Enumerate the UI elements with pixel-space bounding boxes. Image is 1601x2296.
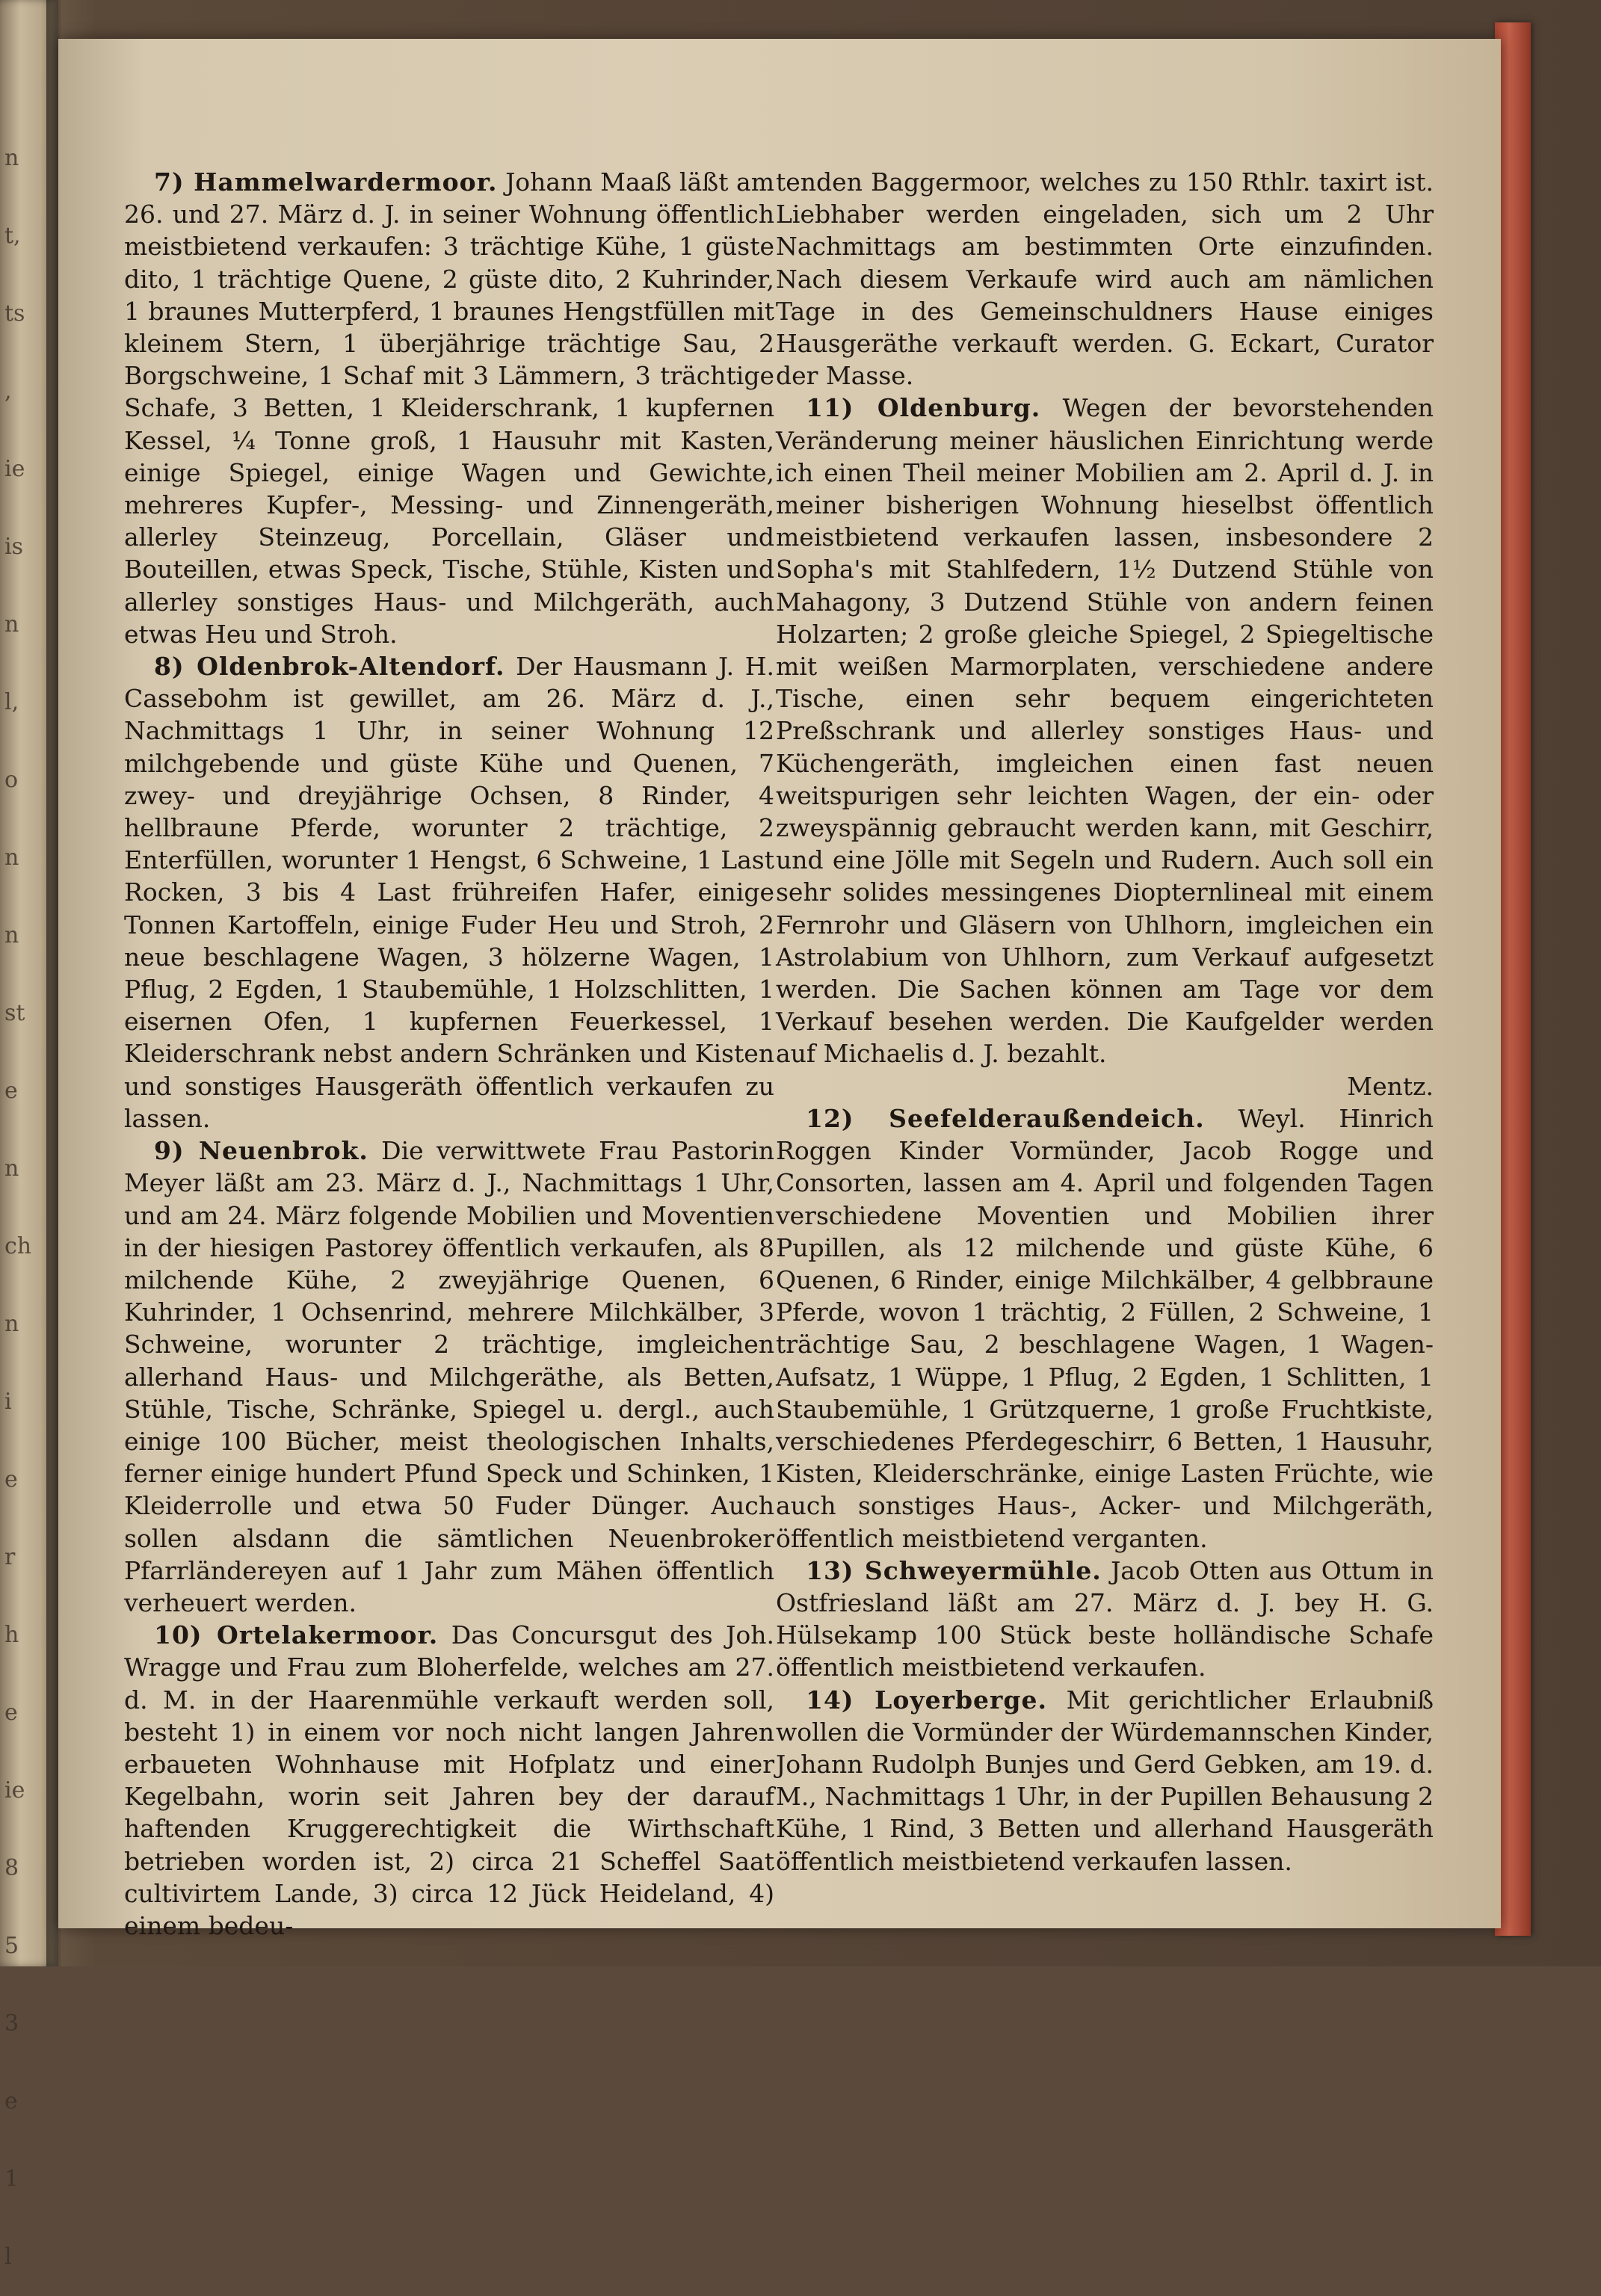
entry-text: Der Hausmann J. H. Cassebohm ist gewillet, am 26. März d. J., Nachmittags 1 Uhr, in seiner Wohnung 12 milchgebende und güste Kühe und Quenen, 7 zwey- und dreyjährige Ochsen, 8 Rinder, 4 hellbraune Pferde, worunter 2 trächtige, 2 Enterfüllen, worunter 1 Hengst, 6 Schweine, 1 Last Rocken, 3 bis 4 Last frühreifen Hafer, einige Tonnen Kartoffeln, einige Fuder Heu und Stroh, 2 neue beschlagene Wagen, 3 hölzerne Wagen, 1 Pflug, 2 Egden, 1 Staubemühle, 1 Holzschlitten, 1 eisernen Ofen, 1 kupfernen Feuerkessel, 1 Kleiderschrank nebst andern Schränken und Kisten und sonstiges Hausgeräth öffentlich verkaufen zu lassen. <box>124 652 774 1133</box>
entry-11-signature: Mentz. <box>1347 1071 1434 1101</box>
entry-text: Jacob Otten aus Ottum in Ostfriesland läßt am 27. März d. J. bey H. G. Hülsekamp 100 Stück beste holländische Schafe öffentlich meistbietend verkaufen. <box>776 1555 1434 1682</box>
margin-glyph: l <box>4 2244 12 2270</box>
entry-place: 11) Oldenburg. <box>806 393 1041 423</box>
margin-glyph: , <box>4 378 12 404</box>
entry-place: 9) Neuenbrok. <box>154 1136 368 1166</box>
margin-glyph: r <box>4 1544 16 1570</box>
left-column <box>124 166 774 1942</box>
margin-glyph: n <box>4 845 19 871</box>
margin-glyph: e <box>4 1078 18 1104</box>
margin-glyph: t, <box>4 223 21 249</box>
entry-text: Johann Maaß läßt am 26. und 27. März d. J. in seiner Wohnung öffentlich meistbietend verkaufen: 3 trächtige Kühe, 1 güste dito, 1 trächtige Quene, 2 güste dito, 2 Kuhrinder, 1 braunes Mutterpferd, 1 braunes Hengstfüllen mit kleinem Stern, 1 überjährige trächtige Sau, 2 Borgschweine, 1 Schaf mit 3 Lämmern, 3 trächtige Schafe, 3 Betten, 1 Kleiderschrank, 1 kupfernen Kessel, ¼ Tonne groß, 1 Hausuhr mit Kasten, einige Spiegel, einige Wagen und Gewichte, mehreres Kupfer-, Messing- und Zinnengeräth, allerley Steinzeug, Porcellain, Gläser und Bouteillen, etwas Speck, Tische, Stühle, Kisten und allerley sonstiges Haus- und Milchgeräth, auch etwas Heu und Stroh. <box>124 167 774 649</box>
entry-place: 8) Oldenbrok-Altendorf. <box>154 652 505 682</box>
margin-glyph: is <box>4 534 23 560</box>
page <box>58 39 1501 1940</box>
entry-text: Mit gerichtlicher Erlaubniß wollen die Vormünder der Würdemannschen Kinder, Johann Rudolph Bunjes und Gerd Gebken, am 19. d. M., Nachmittags 1 Uhr, in der Pupillen Behausung 2 Kühe, 1 Rind, 3 Betten und allerhand Hausgeräth öffentlich meistbietend verkaufen lassen. <box>776 1685 1434 1876</box>
entry-10-continuation <box>776 166 1434 392</box>
margin-glyph: n <box>4 922 19 948</box>
margin-glyph: l, <box>4 689 19 715</box>
entry-text: Wegen der bevorstehenden Veränderung meiner häuslichen Einrichtung werde ich einen Theil meiner Mobilien am 2. April d. J. in meiner bisherigen Wohnung hieselbst öffentlich meistbietend verkaufen lassen, insbesondere 2 Sopha's mit Stahlfedern, 1½ Dutzend Stühle von Mahagony, 3 Dutzend Stühle von andern feinen Holzarten; 2 große gleiche Spiegel, 2 Spiegeltische mit weißen Marmorplaten, verschiedene andere Tische, einen sehr bequem eingerichteten Preßschrank und allerley sonstiges Haus- und Küchengeräth, imgleichen einen fast neuen weitspurigen sehr leichten Wagen, der ein- oder zweyspännig gebraucht werden kann, mit Geschirr, und eine Jölle mit Segeln und Rudern. Auch soll ein sehr solides messingenes Diopternlineal mit einem Fernrohr und Gläsern von Uhlhorn, imgleichen ein Astrolabium von Uhlhorn, zum Verkauf aufgesetzt werden. Die Sachen können am Tage vor dem Verkauf besehen werden. Die Kaufgelder werden auf Michaelis d. J. bezahlt. <box>776 393 1434 1069</box>
margin-glyph: e <box>4 2088 18 2114</box>
margin-glyph: e <box>4 1700 18 1726</box>
margin-glyph: ts <box>4 300 25 327</box>
margin-glyph: 5 <box>4 1933 19 1959</box>
margin-glyph: 1 <box>4 2166 19 2192</box>
entry-place: 13) Schweyermühle. <box>806 1555 1102 1585</box>
continuation-signature: G. Eckart, Curator der Masse. <box>776 329 1434 391</box>
margin-glyph: st <box>4 1000 25 1026</box>
margin-glyph: 3 <box>4 2010 19 2037</box>
entry-7 <box>124 166 774 650</box>
margin-glyph: n <box>4 611 19 638</box>
left-margin-text <box>4 120 52 2296</box>
entry-place: 7) Hammelwardermoor. <box>154 167 498 197</box>
entry-9 <box>124 1135 774 1619</box>
entry-10 <box>124 1619 774 1942</box>
margin-glyph: n <box>4 145 19 171</box>
entry-text: Die verwittwete Frau Pastorin Meyer läßt am 23. März d. J., Nachmittags 1 Uhr, und am 24. März folgende Mobilien und Moventien in der hiesigen Pastorey öffentlich verkaufen, als 8 milchende Kühe, 2 zweyjährige Quenen, 6 Kuhrinder, 1 Ochsenrind, mehrere Milchkälber, 3 Schweine, worunter 2 trächtige, imgleichen allerhand Haus- und Milchgeräthe, als Betten, Stühle, Tische, Schränke, Spiegel u. dergl., auch einige 100 Bücher, meist theologischen Inhalts, ferner einige hundert Pfund Speck und Schinken, 1 Kleiderrolle und etwa 50 Fuder Dünger. Auch sollen alsdann die sämtlichen Neuenbroker Pfarrländereyen auf 1 Jahr zum Mähen öffentlich verheuert werden. <box>124 1136 774 1617</box>
margin-glyph: o <box>4 767 19 793</box>
entry-text: Das Concursgut des Joh. Wragge und Frau zum Bloherfelde, welches am 27. d. M. in der Haarenmühle verkauft werden soll, besteht 1) in einem vor noch nicht langen Jahren erbaueten Wohnhause mit Hofplatz und einer Kegelbahn, worin seit Jahren bey der darauf haftenden Kruggerechtigkeit die Wirthschaft betrieben worden ist, 2) circa 21 Scheffel Saat cultivirtem Lande, 3) circa 12 Jück Heideland, 4) einem bedeu- <box>124 1620 774 1940</box>
margin-glyph: ie <box>4 456 25 482</box>
right-column <box>776 166 1434 1877</box>
margin-glyph: n <box>4 1155 19 1182</box>
entry-11 <box>776 392 1434 1070</box>
entry-text: Weyl. Hinrich Roggen Kinder Vormünder, Jacob Rogge und Consorten, lassen am 4. April und folgenden Tagen verschiedene Moventien und Mobilien ihrer Pupillen, als 12 milchende und güste Kühe, 6 Quenen, 6 Rinder, einige Milchkälber, 4 gelbbraune Pferde, wovon 1 trächtig, 2 Füllen, 2 Schweine, 1 trächtige Sau, 2 beschlagene Wagen, 1 Wagen-Aufsatz, 1 Wüppe, 1 Pflug, 2 Egden, 1 Schlitten, 1 Staubemühle, 1 Grützquerne, 1 große Fruchtkiste, verschiedenes Pferdegeschirr, 6 Betten, 1 Hausuhr, Kisten, Kleiderschränke, einige Lasten Früchte, wie auch sonstiges Haus-, Acker- und Milchgeräth, öffentlich meistbietend verganten. <box>776 1103 1434 1553</box>
margin-glyph: i <box>4 1389 12 1415</box>
entry-13 <box>776 1555 1434 1684</box>
margin-glyph: 8 <box>4 1855 19 1881</box>
margin-glyph: h <box>4 1622 19 1648</box>
entry-14 <box>776 1684 1434 1877</box>
entry-8 <box>124 650 774 1135</box>
entry-place: 12) Seefelderaußendeich. <box>806 1103 1205 1133</box>
entry-place: 10) Ortelakermoor. <box>154 1620 439 1650</box>
entry-12 <box>776 1102 1434 1555</box>
margin-glyph: ch <box>4 1233 32 1259</box>
margin-glyph: n <box>4 1311 19 1337</box>
entry-place: 14) Loyerberge. <box>806 1685 1047 1715</box>
margin-glyph: e <box>4 1466 18 1493</box>
continuation-text: tenden Baggermoor, welches zu 150 Rthlr. taxirt ist. Liebhaber werden eingeladen, sich um 2 Uhr Nachmittags am bestimmten Orte einzufinden. Nach diesem Verkaufe wird auch am nämlichen Tage in des Gemeinschuldners Hause einiges Hausgeräthe verkauft werden. <box>776 167 1434 359</box>
margin-glyph: ie <box>4 1777 25 1803</box>
